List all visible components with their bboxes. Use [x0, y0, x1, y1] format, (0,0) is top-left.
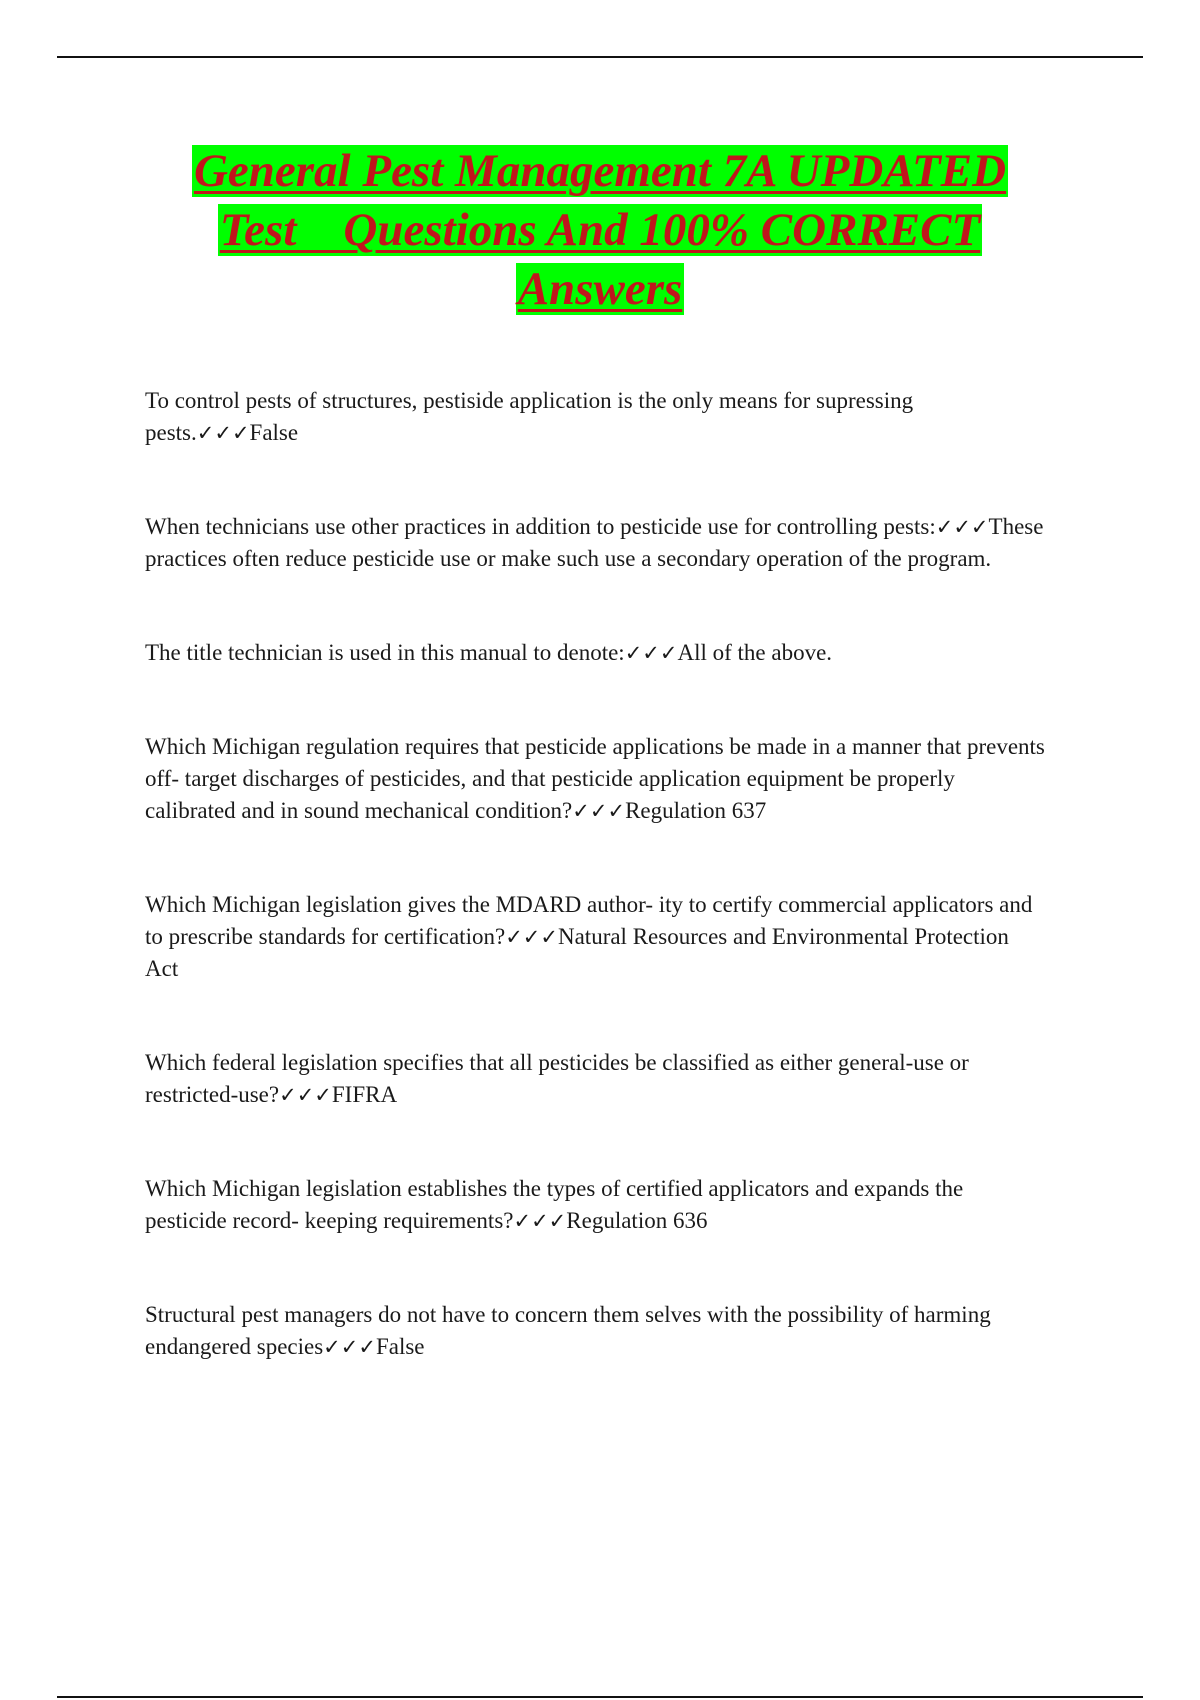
qa-item [145, 1173, 1045, 1237]
document-title [100, 142, 1100, 319]
answer-text: Natural Resources and Environmental Protection Act [145, 924, 1009, 981]
title-line-2 [100, 201, 1100, 260]
answer-text: False [249, 420, 299, 445]
answer-text: FIFRA [331, 1082, 398, 1107]
title-text-1: General Pest Management 7A UPDATED [193, 145, 1007, 197]
title-text-3: Answers [517, 263, 683, 315]
qa-item [145, 889, 1045, 985]
qa-list [145, 385, 1045, 1425]
question-text: Which Michigan regulation requires that pesticide applications be made in a manner that prevents off- target discharges of pesticides, and that pesticide application equipment be properly calibrated and in sound mechanical condition? [145, 734, 1045, 823]
question-text: To control pests of structures, pestiside application is the only means for supressing pests. [145, 388, 914, 445]
check-marks: ✓✓✓ [505, 925, 558, 949]
answer-text: These practices often reduce pesticide use or make such use a secondary operation of the program. [145, 514, 1044, 571]
check-marks: ✓✓✓ [624, 641, 678, 665]
qa-item [145, 731, 1045, 827]
question-text: Structural pest managers do not have to concern them selves with the possibility of harming endangered species [145, 1302, 991, 1359]
question-text: Which Michigan legislation gives the MDARD author- ity to certify commercial applicators and to prescribe standards for certification? [145, 892, 1033, 949]
question-text: Which federal legislation specifies that all pesticides be classified as either general-use or restricted-use? [145, 1050, 969, 1107]
check-marks: ✓✓✓ [196, 421, 250, 445]
qa-item [145, 511, 1045, 575]
check-marks: ✓✓✓ [935, 515, 989, 539]
answer-text: Regulation 636 [566, 1208, 708, 1233]
answer-text: Regulation 637 [625, 798, 767, 823]
question-text: Which Michigan legislation establishes the types of certified applicators and expands the pesticide record- keeping requirements? [145, 1176, 964, 1233]
qa-item [145, 637, 1045, 669]
check-marks: ✓✓✓ [513, 1209, 567, 1233]
qa-item [145, 1047, 1045, 1111]
qa-item [145, 1299, 1045, 1363]
check-marks: ✓✓✓ [323, 1335, 376, 1359]
question-text: When technicians use other practices in addition to pesticide use for controlling pests: [145, 514, 936, 539]
qa-item [145, 385, 1045, 449]
top-rule [57, 56, 1143, 58]
check-marks: ✓✓✓ [572, 799, 626, 823]
title-text-2: Test Questions And 100% CORRECT [219, 204, 981, 256]
title-line-1 [100, 142, 1100, 201]
bottom-rule [57, 1696, 1143, 1698]
answer-text: False [375, 1334, 425, 1359]
question-text: The title technician is used in this manual to denote: [145, 640, 625, 665]
answer-text: All of the above. [677, 640, 833, 665]
title-line-3 [100, 260, 1100, 319]
check-marks: ✓✓✓ [279, 1083, 332, 1107]
